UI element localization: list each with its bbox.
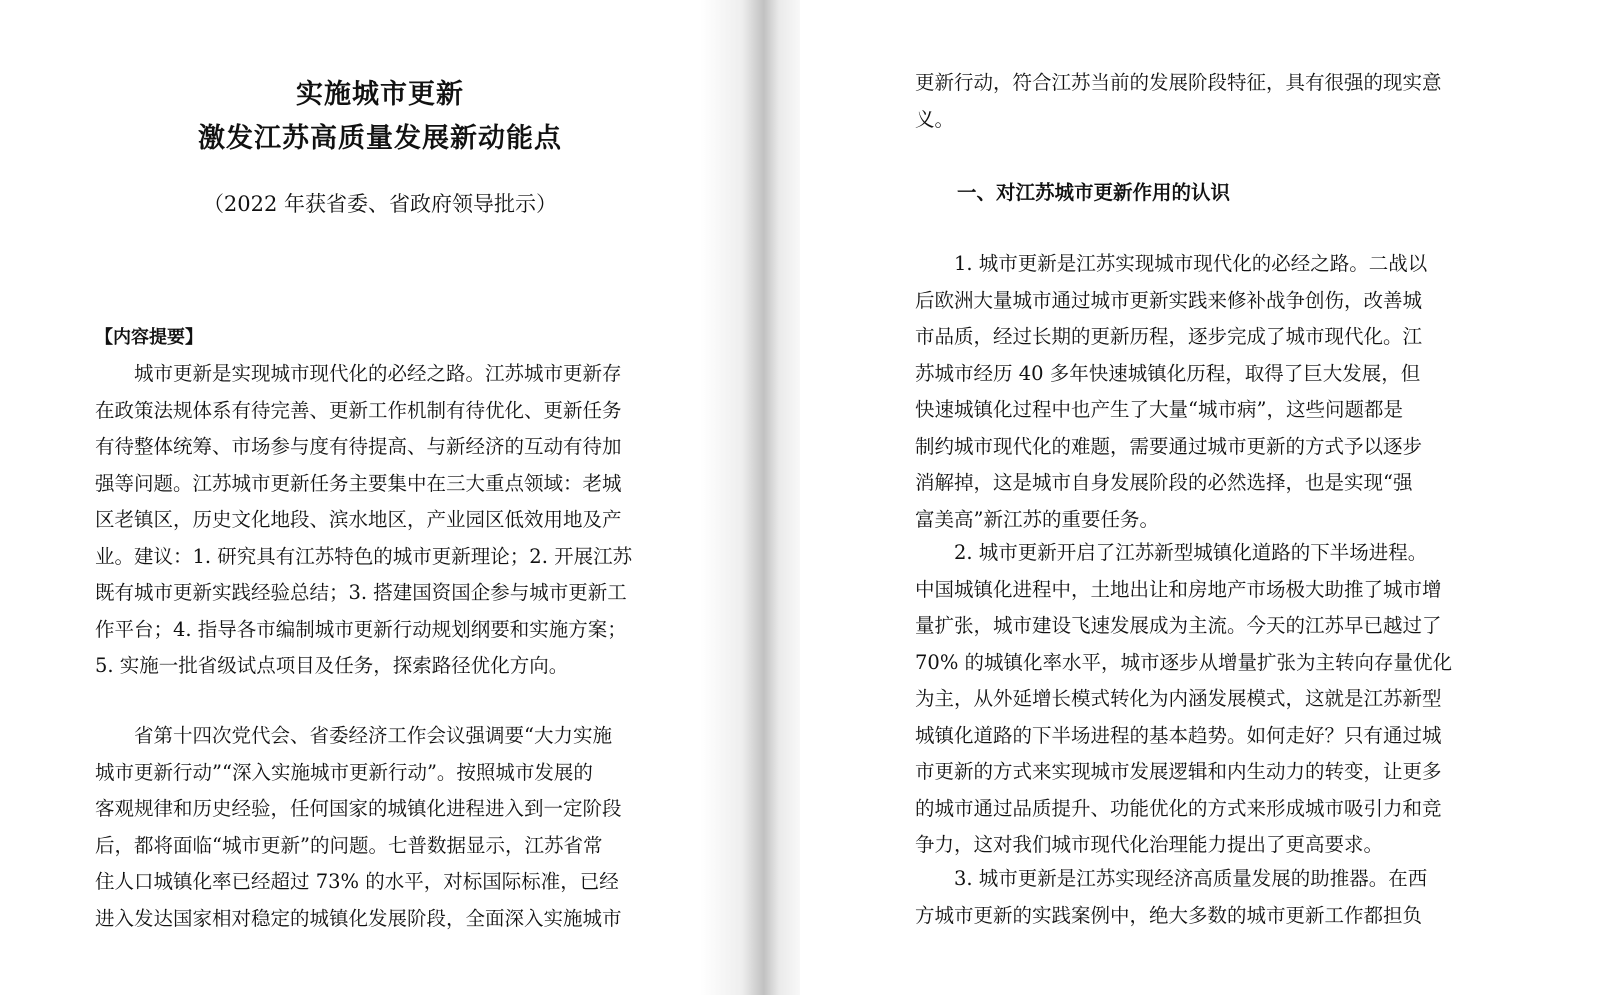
abstract-heading: 【内容提要】 bbox=[95, 327, 203, 348]
text-line: 进入发达国家相对稳定的城镇化发展阶段，全面深入实施城市 bbox=[95, 906, 622, 930]
text-line: 富美高”新江苏的重要任务。 bbox=[915, 507, 1159, 531]
text-line: 苏城市经历 40 多年快速城镇化历程，取得了巨大发展，但 bbox=[915, 361, 1421, 385]
text-line: 1. 城市更新是江苏实现城市现代化的必经之路。二战以 bbox=[915, 252, 1428, 275]
intro-paragraph bbox=[95, 718, 655, 937]
text-line: 城市更新是实现城市现代化的必经之路。江苏城市更新存 bbox=[95, 362, 622, 385]
text-line: 市品质，经过长期的更新历程，逐步完成了城市现代化。江 bbox=[915, 325, 1423, 348]
text-line: 消解掉，这是城市自身发展阶段的必然选择，也是实现“强 bbox=[915, 471, 1413, 494]
section-heading: 一、对江苏城市更新作用的认识 bbox=[957, 181, 1231, 204]
text-line: 方城市更新的实践案例中，绝大多数的城市更新工作都担负 bbox=[915, 903, 1423, 927]
book-gutter-shadow bbox=[700, 0, 810, 995]
point-1-paragraph bbox=[915, 246, 1475, 538]
text-line: 争力，这对我们城市现代化治理能力提出了更高要求。 bbox=[915, 833, 1384, 856]
text-line: 作平台；4. 指导各市编制城市更新行动规划纲要和实施方案； bbox=[95, 617, 627, 641]
document-title-line-2: 激发江苏高质量发展新动能点 bbox=[198, 123, 562, 154]
text-line: 住人口城镇化率已经超过 73% 的水平，对标国际标准，已经 bbox=[95, 870, 619, 893]
text-line: 在政策法规体系有待完善、更新工作机制有待优化、更新任务 bbox=[95, 398, 622, 422]
text-line: 70% 的城镇化率水平，城市逐步从增量扩张为主转向存量优化 bbox=[915, 650, 1453, 674]
text-line: 有待整体统筹、市场参与度有待提高、与新经济的互动有待加 bbox=[95, 435, 622, 458]
point-2-paragraph bbox=[915, 535, 1475, 864]
abstract-paragraph bbox=[95, 356, 655, 685]
text-line: 快速城镇化过程中也产生了大量“城市病”，这些问题都是 bbox=[915, 398, 1403, 421]
text-line: 5. 实施一批省级试点项目及任务，探索路径优化方向。 bbox=[95, 654, 569, 677]
text-line: 义。 bbox=[915, 107, 955, 131]
text-line: 中国城镇化进程中，土地出让和房地产市场极大助推了城市增 bbox=[915, 577, 1442, 601]
text-line: 2. 城市更新开启了江苏新型城镇化道路的下半场进程。 bbox=[915, 541, 1428, 564]
text-line: 市更新的方式来实现城市发展逻辑和内生动力的转变，让更多 bbox=[915, 760, 1442, 783]
text-line: 省第十四次党代会、省委经济工作会议强调要“大力实施 bbox=[95, 724, 612, 747]
text-line: 既有城市更新实践经验总结；3. 搭建国资国企参与城市更新工 bbox=[95, 581, 627, 604]
text-line: 后欧洲大量城市通过城市更新实践来修补战争创伤，改善城 bbox=[915, 288, 1423, 312]
text-line: 后，都将面临“城市更新”的问题。七普数据显示，江苏省常 bbox=[95, 833, 603, 857]
text-line: 城市更新行动”“深入实施城市更新行动”。按照城市发展的 bbox=[95, 760, 593, 784]
text-line: 区老镇区，历史文化地段、滨水地区，产业园区低效用地及产 bbox=[95, 508, 622, 531]
text-line: 业。建议：1. 研究具有江苏特色的城市更新理论；2. 开展江苏 bbox=[95, 544, 633, 568]
text-line: 更新行动，符合江苏当前的发展阶段特征，具有很强的现实意 bbox=[915, 71, 1442, 94]
point-3-paragraph bbox=[915, 861, 1475, 934]
text-line: 3. 城市更新是江苏实现经济高质量发展的助推器。在西 bbox=[915, 867, 1428, 890]
text-line: 为主，从外延增长模式转化为内涵发展模式，这就是江苏新型 bbox=[915, 687, 1442, 710]
approval-note: （2022 年获省委、省政府领导批示） bbox=[202, 192, 558, 216]
text-line: 量扩张，城市建设飞速发展成为主流。今天的江苏早已越过了 bbox=[915, 614, 1442, 637]
continued-paragraph bbox=[915, 65, 1475, 138]
text-line: 的城市通过品质提升、功能优化的方式来形成城市吸引力和竞 bbox=[915, 796, 1442, 820]
left-page bbox=[0, 0, 760, 995]
document-title-line-1: 实施城市更新 bbox=[296, 79, 464, 110]
text-line: 城镇化道路的下半场进程的基本趋势。如何走好？只有通过城 bbox=[915, 723, 1442, 747]
text-line: 强等问题。江苏城市更新任务主要集中在三大重点领域：老城 bbox=[95, 471, 622, 495]
text-line: 制约城市现代化的难题，需要通过城市更新的方式予以逐步 bbox=[915, 434, 1423, 458]
text-line: 客观规律和历史经验，任何国家的城镇化进程进入到一定阶段 bbox=[95, 797, 622, 820]
